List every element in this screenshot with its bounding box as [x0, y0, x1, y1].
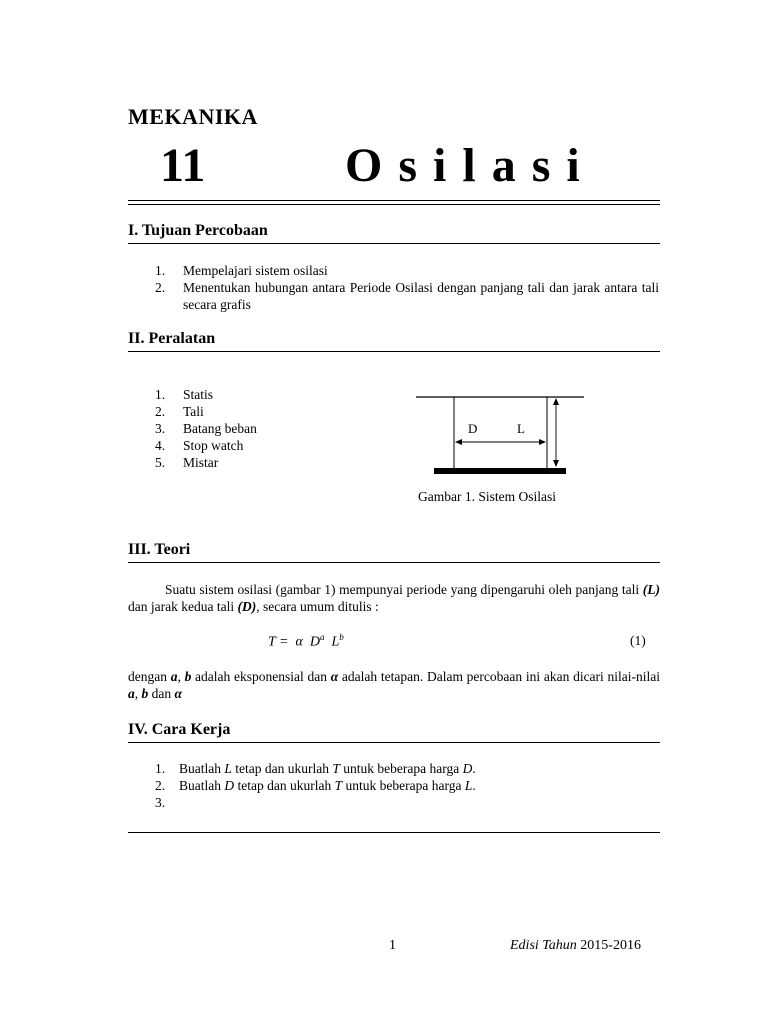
list-text: Batang beban [183, 421, 257, 436]
equation-number: (1) [630, 633, 646, 648]
var-b: b [184, 669, 192, 684]
eq-alpha: α [295, 634, 303, 650]
peralatan-list [155, 386, 355, 471]
text-run: , [134, 686, 142, 701]
list-text: Tali [183, 404, 204, 419]
section-rule [128, 562, 660, 563]
var-a: a [128, 686, 135, 701]
list-number: 5. [155, 455, 166, 470]
oscillation-system-figure [410, 392, 590, 480]
list-number: 1. [155, 387, 166, 402]
eq-lhs: T = [268, 634, 289, 650]
list-number: 3. [155, 421, 166, 436]
section-rule [128, 351, 660, 352]
list-text: Stop watch [183, 438, 244, 453]
figure-caption: Gambar 1. Sistem Osilasi [418, 489, 556, 504]
var-b: b [141, 686, 149, 701]
section-heading-peralatan: II. Peralatan [128, 330, 216, 347]
arrowhead [539, 439, 546, 445]
label-d: D [468, 421, 478, 436]
var-alpha: α [174, 686, 182, 701]
chapter-number: 11 [160, 139, 206, 192]
var: T [334, 778, 343, 793]
text-run: Buatlah [179, 761, 225, 776]
teori-paragraph-2 [128, 668, 660, 702]
arrowhead [553, 460, 559, 467]
list-text: Mistar [183, 455, 219, 470]
list-item [155, 262, 659, 279]
var-a: a [170, 669, 178, 684]
list-number: 4. [155, 438, 166, 453]
section-rule [128, 243, 660, 244]
eq-exp-a: a [319, 632, 325, 642]
list-text: Mempelajari sistem osilasi [183, 263, 328, 278]
var: T [332, 761, 340, 776]
list-item [155, 279, 659, 313]
text-run: dan [148, 686, 175, 701]
var-alpha: α [330, 669, 339, 684]
var: L [464, 778, 473, 793]
section-heading-cara-kerja: IV. Cara Kerja [128, 721, 231, 738]
list-text: Menentukan hubungan antara Periode Osilasi dengan panjang tali dan jarak antara tali secara grafis [183, 280, 659, 312]
closing-rule [128, 832, 660, 833]
edition-years: 2015-2016 [580, 938, 641, 953]
list-item [155, 794, 655, 811]
text-run: adalah tetapan. Dalam percobaan ini akan dicari nilai-nilai [338, 669, 661, 684]
list-number: 3. [155, 795, 166, 810]
page-number: 1 [389, 938, 396, 953]
var: L [224, 761, 232, 776]
list-number: 1. [155, 761, 166, 776]
section-heading-teori: III. Teori [128, 541, 191, 558]
text-run: tetap dan ukurlah [234, 778, 335, 793]
text-run: Suatu sistem osilasi (gambar 1) mempunyai periode yang dipengaruhi oleh panjang tali [165, 582, 643, 597]
eq-l: L [331, 634, 340, 650]
arrowhead [553, 398, 559, 405]
edition-label: Edisi Tahun [510, 938, 577, 953]
list-item [155, 386, 355, 403]
text-run: . [472, 778, 476, 793]
label-l: L [517, 421, 525, 436]
arrowhead [455, 439, 462, 445]
text-run: untuk beberapa harga [342, 778, 465, 793]
var-d: (D) [237, 599, 257, 614]
var-l: (L) [642, 582, 660, 597]
var: D [462, 761, 473, 776]
text-run: dengan [128, 669, 171, 684]
eq-exp-b: b [339, 632, 344, 642]
subject-heading: MEKANIKA [128, 104, 258, 129]
eq-d: D [309, 634, 320, 650]
text-run: Buatlah [179, 778, 225, 793]
tujuan-list [155, 262, 659, 313]
text-run: . [472, 761, 476, 776]
text-run: untuk beberapa harga [339, 761, 463, 776]
list-item [155, 420, 355, 437]
text-run: dan jarak kedua tali [128, 599, 238, 614]
list-item [155, 437, 355, 454]
text-run: , secara umum ditulis : [256, 599, 379, 614]
title-rule-top [128, 200, 660, 201]
list-item [155, 760, 655, 777]
list-item [155, 454, 355, 471]
list-item [155, 777, 655, 794]
text-run: adalah eksponensial dan [191, 669, 331, 684]
chapter-title: Osilasi [345, 139, 596, 192]
equation [268, 632, 344, 651]
list-number: 2. [155, 778, 166, 793]
load-bar [434, 468, 566, 474]
section-rule [128, 742, 660, 743]
text-run: , [177, 669, 185, 684]
list-item [155, 403, 355, 420]
list-number: 1. [155, 263, 166, 278]
list-text: Statis [183, 387, 214, 402]
section-heading-tujuan: I. Tujuan Percobaan [128, 222, 268, 239]
edition-line [510, 938, 641, 954]
text-run: tetap dan ukurlah [231, 761, 333, 776]
var: D [224, 778, 235, 793]
list-number: 2. [155, 280, 166, 295]
cara-kerja-list [155, 760, 655, 811]
teori-paragraph-1 [128, 581, 660, 615]
list-number: 2. [155, 404, 166, 419]
title-rule-bottom [128, 204, 660, 205]
